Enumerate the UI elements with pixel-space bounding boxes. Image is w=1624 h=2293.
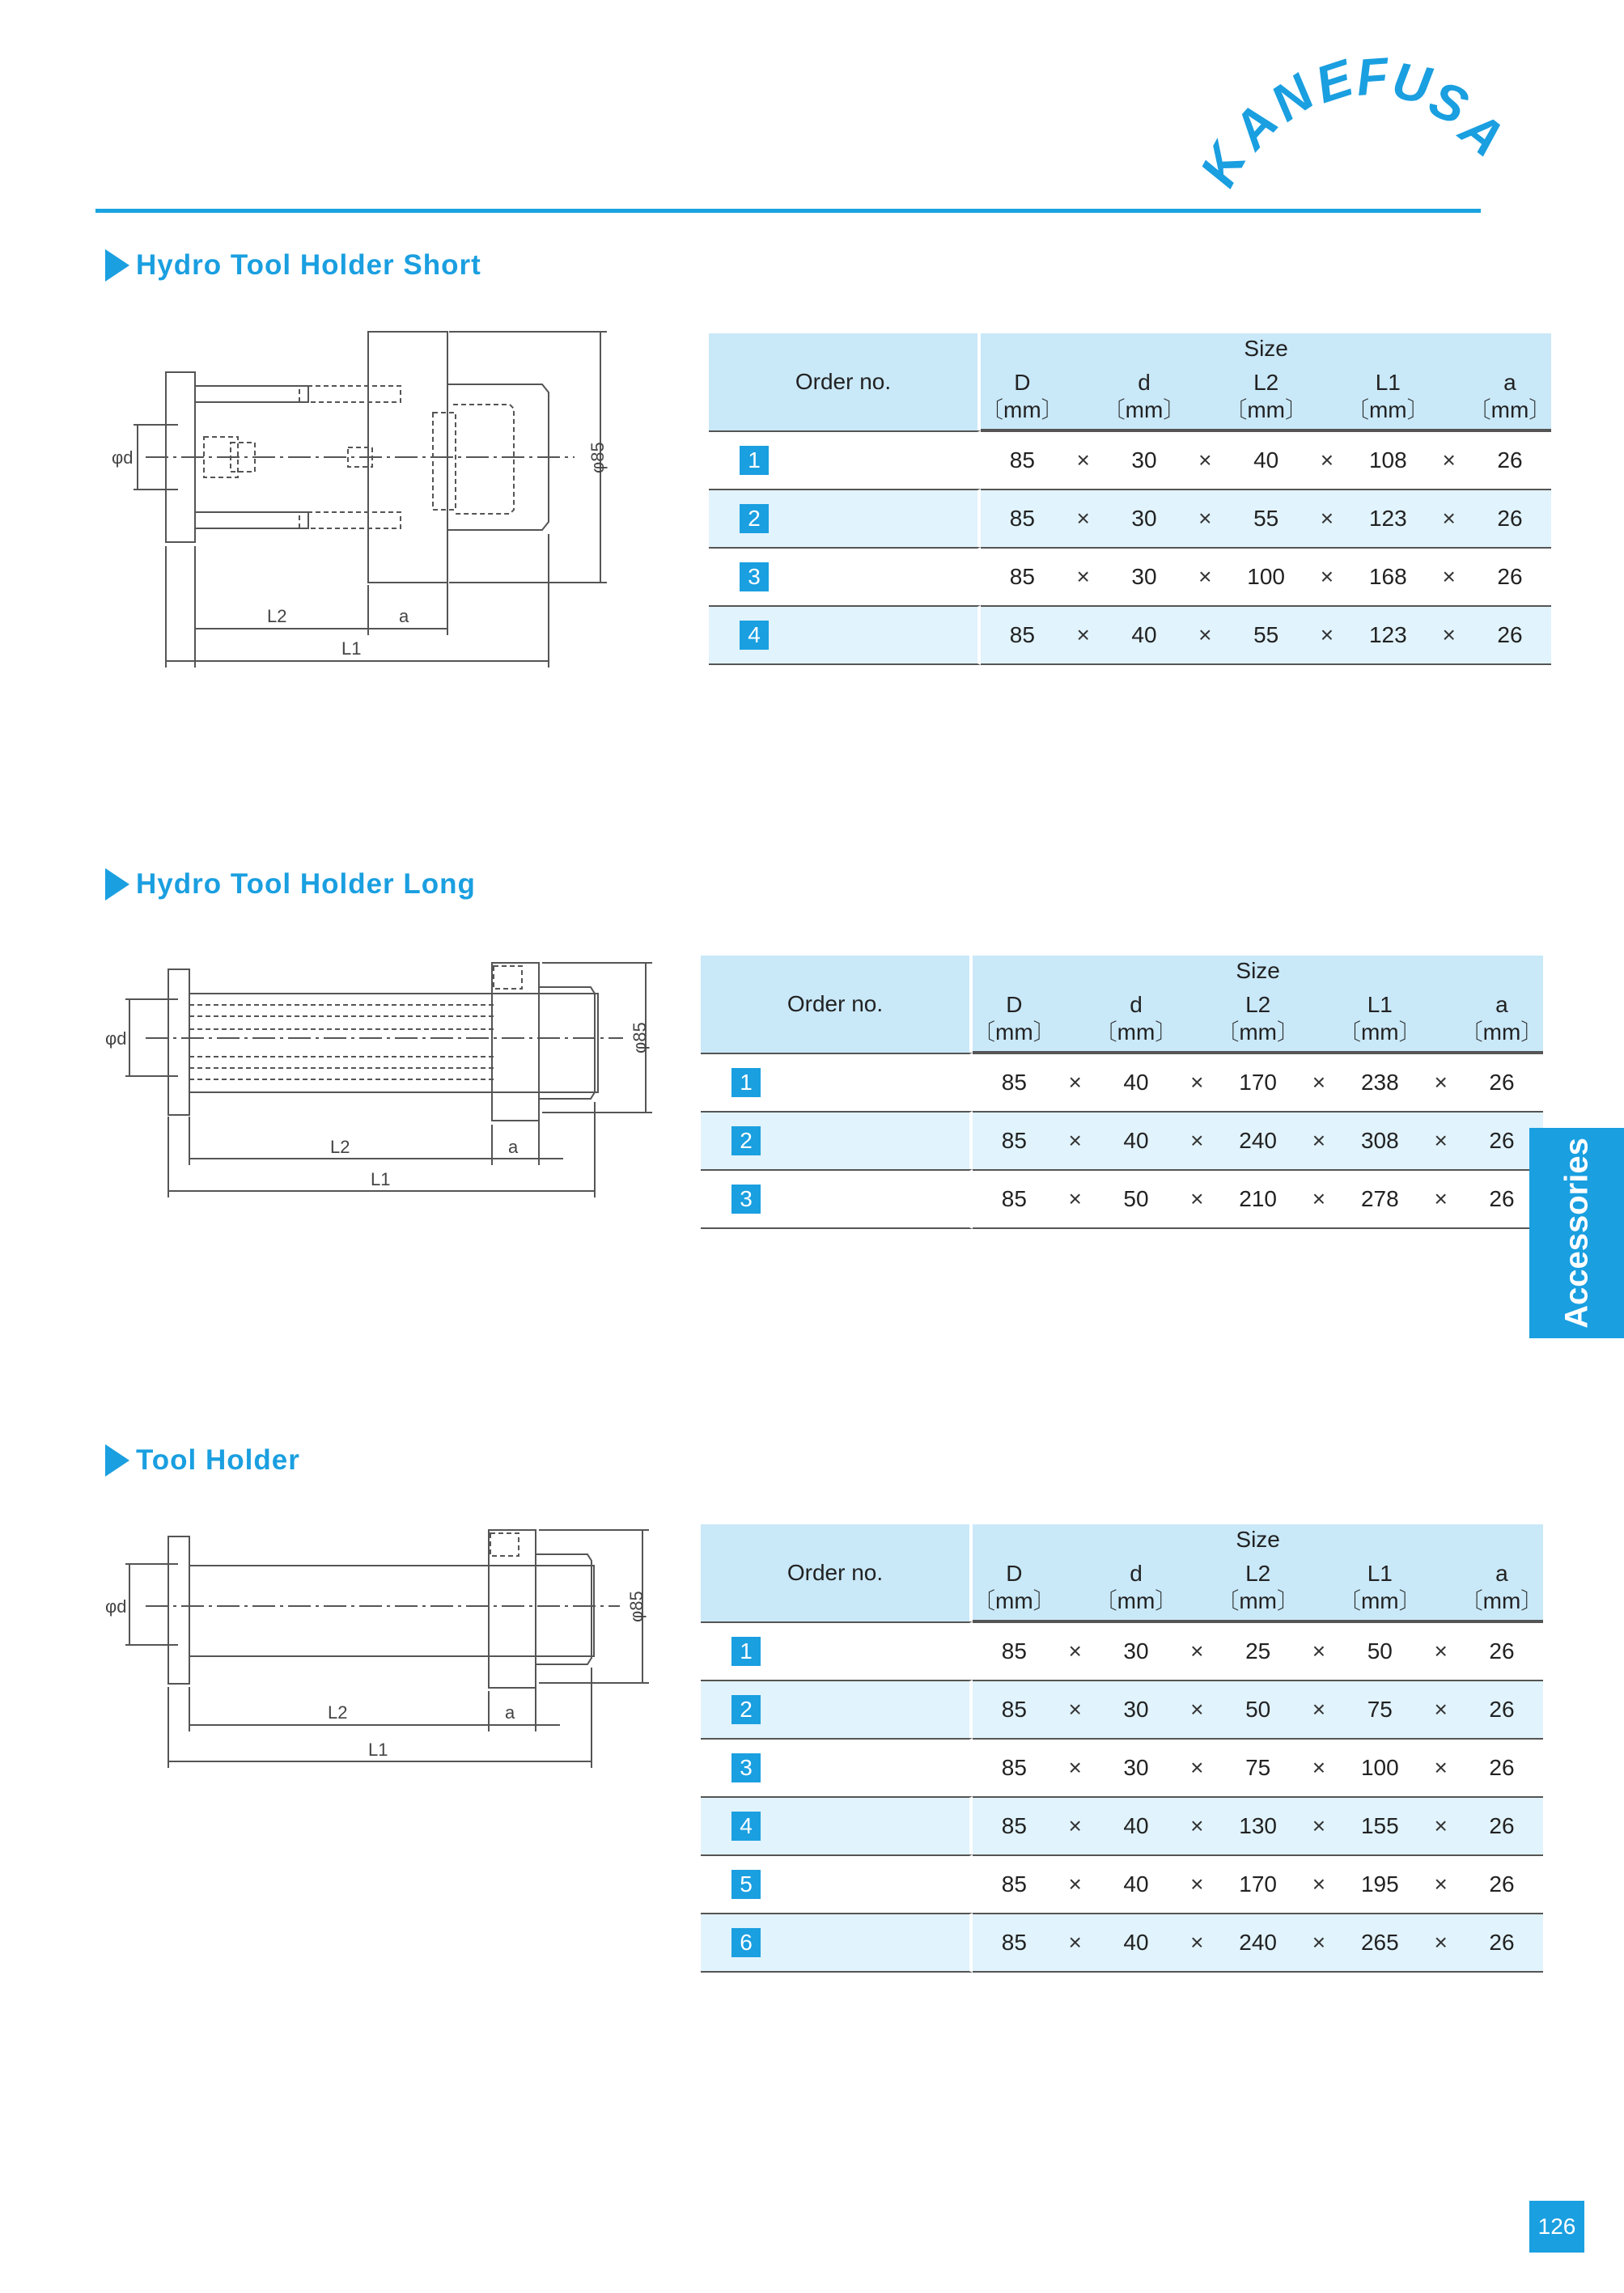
table-row: 1 85 × 30 × 25 × 50 × 26 bbox=[701, 1621, 1543, 1680]
triangle-bullet-icon bbox=[105, 868, 129, 901]
svg-text:K: K bbox=[1188, 134, 1258, 196]
svg-text:F: F bbox=[1354, 46, 1390, 107]
label-phi-d: φd bbox=[105, 1596, 127, 1617]
header-col-L1: L1 〔mm〕 bbox=[1338, 986, 1422, 1053]
header-col-a: a 〔mm〕 bbox=[1461, 1555, 1544, 1621]
header-col-D: D 〔mm〕 bbox=[973, 986, 1056, 1053]
label-a: a bbox=[505, 1702, 515, 1723]
triangle-bullet-icon bbox=[105, 249, 129, 282]
table-row: 2 85 × 30 × 55 × 123 × 26 bbox=[709, 489, 1551, 547]
section-title-short: Hydro Tool Holder Short bbox=[105, 249, 481, 282]
svg-text:A: A bbox=[1220, 92, 1290, 160]
spec-table-tool-holder bbox=[701, 1524, 1543, 1973]
svg-text:E: E bbox=[1308, 48, 1359, 115]
header-col-D: D 〔mm〕 bbox=[981, 364, 1064, 430]
header-col-L1: L1 〔mm〕 bbox=[1338, 1555, 1422, 1621]
drawing-hydro-short bbox=[105, 328, 639, 688]
svg-text:A: A bbox=[1449, 99, 1516, 168]
table-row: 3 85 × 30 × 100 × 168 × 26 bbox=[709, 547, 1551, 605]
section-title-long: Hydro Tool Holder Long bbox=[105, 868, 476, 901]
header-col-L2: L2 〔mm〕 bbox=[1216, 1555, 1300, 1621]
table-row: 1 85 × 40 × 170 × 238 × 26 bbox=[701, 1053, 1543, 1111]
table-row: 3 85 × 30 × 75 × 100 × 26 bbox=[701, 1738, 1543, 1796]
section-title-tool-holder: Tool Holder bbox=[105, 1444, 300, 1477]
header-col-D: D 〔mm〕 bbox=[973, 1555, 1056, 1621]
header-col-a: a 〔mm〕 bbox=[1461, 986, 1544, 1053]
table-row: 5 85 × 40 × 170 × 195 × 26 bbox=[701, 1854, 1543, 1913]
header-col-L2: L2 〔mm〕 bbox=[1216, 986, 1300, 1053]
label-L1: L1 bbox=[341, 638, 362, 659]
svg-text:N: N bbox=[1260, 63, 1325, 133]
side-tab-accessories[interactable]: Accessories bbox=[1529, 1128, 1624, 1338]
table-row: 6 85 × 40 × 240 × 265 × 26 bbox=[701, 1913, 1543, 1973]
header-rule bbox=[95, 209, 1481, 213]
header-size: Size bbox=[973, 956, 1543, 986]
spec-table-short bbox=[709, 333, 1551, 665]
label-L1: L1 bbox=[371, 1169, 391, 1189]
table-row: 2 85 × 30 × 50 × 75 × 26 bbox=[701, 1680, 1543, 1738]
label-a: a bbox=[399, 606, 409, 626]
spec-table-long bbox=[701, 956, 1543, 1229]
svg-text:U: U bbox=[1388, 50, 1435, 115]
header-col-d: d 〔mm〕 bbox=[1095, 1555, 1178, 1621]
label-L2: L2 bbox=[330, 1137, 350, 1157]
brand-logo bbox=[1188, 46, 1516, 202]
label-phi-85: φ85 bbox=[626, 1591, 647, 1622]
svg-text:S: S bbox=[1421, 69, 1477, 137]
label-phi-d: φd bbox=[112, 447, 134, 468]
drawing-tool-holder bbox=[105, 1525, 655, 1788]
label-a: a bbox=[508, 1137, 519, 1157]
header-order-no: Order no. bbox=[701, 1524, 973, 1621]
header-col-L1: L1 〔mm〕 bbox=[1346, 364, 1430, 430]
header-size: Size bbox=[981, 333, 1551, 364]
drawing-hydro-long bbox=[105, 955, 655, 1218]
header-col-d: d 〔mm〕 bbox=[1103, 364, 1186, 430]
table-row: 3 85 × 50 × 210 × 278 × 26 bbox=[701, 1169, 1543, 1229]
label-L1: L1 bbox=[368, 1740, 388, 1760]
page-number: 126 bbox=[1529, 2201, 1584, 2253]
table-row: 4 85 × 40 × 130 × 155 × 26 bbox=[701, 1796, 1543, 1854]
header-col-L2: L2 〔mm〕 bbox=[1224, 364, 1308, 430]
table-row: 2 85 × 40 × 240 × 308 × 26 bbox=[701, 1111, 1543, 1169]
header-order-no: Order no. bbox=[709, 333, 981, 430]
header-col-d: d 〔mm〕 bbox=[1095, 986, 1178, 1053]
triangle-bullet-icon bbox=[105, 1444, 129, 1477]
label-phi-85: φ85 bbox=[630, 1022, 650, 1053]
header-size: Size bbox=[973, 1524, 1543, 1555]
label-phi-d: φd bbox=[105, 1028, 127, 1049]
table-row: 1 85 × 30 × 40 × 108 × 26 bbox=[709, 430, 1551, 489]
header-order-no: Order no. bbox=[701, 956, 973, 1053]
label-phi-85: φ85 bbox=[587, 442, 608, 473]
label-L2: L2 bbox=[328, 1702, 348, 1723]
label-L2: L2 bbox=[267, 606, 287, 626]
table-row: 4 85 × 40 × 55 × 123 × 26 bbox=[709, 605, 1551, 665]
header-col-a: a 〔mm〕 bbox=[1469, 364, 1552, 430]
